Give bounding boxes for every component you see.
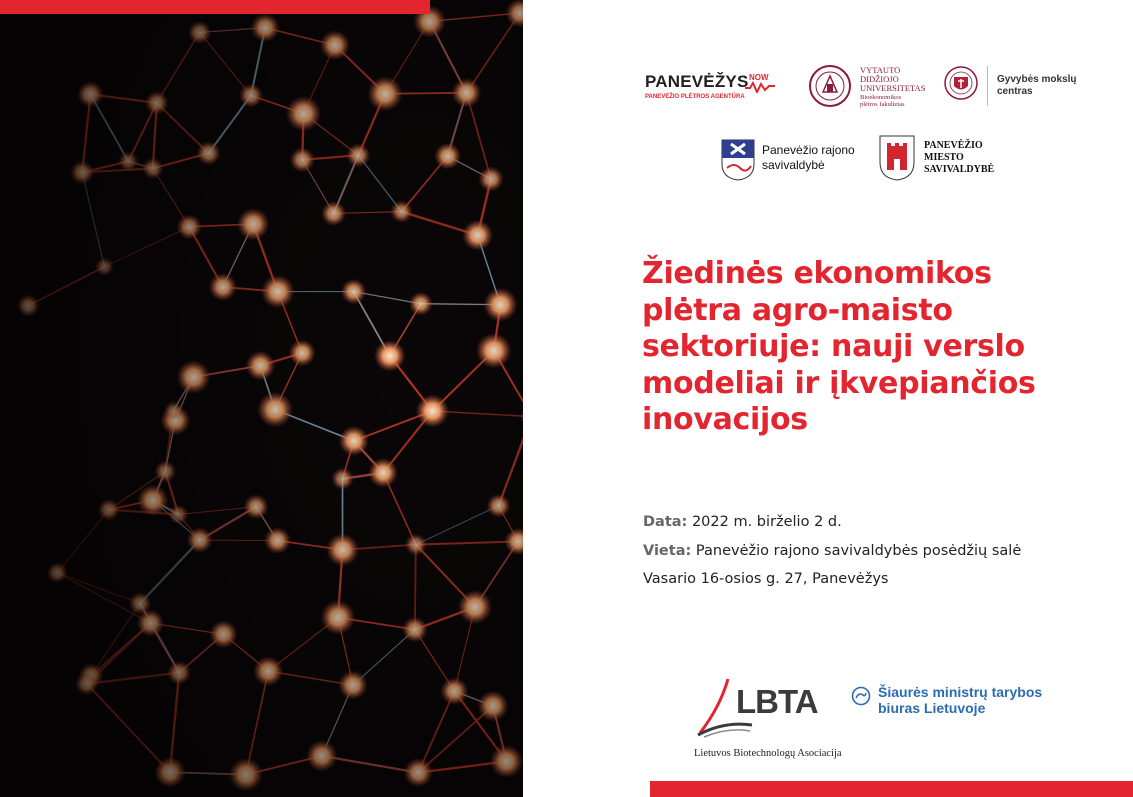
pms-line3: SAVIVALDYBĖ xyxy=(924,164,995,175)
panevezys-word: PANEVĖŽYS xyxy=(645,72,749,91)
pms-line1: PANEVĖŽIO xyxy=(924,140,983,151)
panevezys-now-logo xyxy=(645,72,775,108)
miesto-shield-icon xyxy=(878,134,916,182)
panevezys-subtitle: PANEVĖŽIO PLĖTROS AGENTŪRA xyxy=(645,94,745,100)
vdu-line3: UNIVERSITETAS xyxy=(860,83,926,93)
now-word: NOW xyxy=(749,73,769,82)
nmr-line2: biuras Lietuvoje xyxy=(878,700,986,716)
gmc-logo xyxy=(944,66,1084,108)
event-address: Vasario 16-osios g. 27, Panevėžys xyxy=(643,571,889,587)
vdu-seal-icon xyxy=(808,64,852,108)
gmc-line2: centras xyxy=(997,86,1033,97)
prs-line1: Panevėžio rajono xyxy=(762,143,855,157)
vdu-line1: VYTAUTO xyxy=(860,65,901,75)
date-label: Data: xyxy=(643,514,688,530)
lbta-word: LBTA xyxy=(736,683,818,720)
network-graphic xyxy=(0,0,523,797)
pulse-icon xyxy=(745,81,775,93)
nordic-council-logo xyxy=(851,684,1051,720)
bottom-accent-bar xyxy=(650,781,1133,797)
vdu-logo xyxy=(808,64,948,114)
network-image xyxy=(0,0,523,797)
vdu-faculty2: plėtros fakultetas xyxy=(860,101,905,108)
lbta-logo xyxy=(694,677,849,765)
date-value: 2022 m. birželio 2 d. xyxy=(691,514,842,530)
panevezio-rajono-logo xyxy=(720,136,870,184)
event-venue xyxy=(643,543,1021,559)
title-line: sektoriuje: nauji verslo xyxy=(642,329,1025,364)
venue-label: Vieta: xyxy=(643,543,692,559)
vu-seal-icon xyxy=(944,66,978,100)
nmr-line1: Šiaurės ministrų tarybos xyxy=(878,684,1043,700)
title-line: Žiedinės ekonomikos xyxy=(642,256,992,291)
top-accent-bar xyxy=(0,0,430,14)
gmc-line1: Gyvybės mokslų xyxy=(997,74,1077,85)
title-line: modeliai ir įkvepiančios xyxy=(642,365,1036,401)
venue-value: Panevėžio rajono savivaldybės posėdžių salė xyxy=(695,543,1022,559)
pms-line2: MIESTO xyxy=(924,152,964,163)
title-line: plėtra agro-maisto xyxy=(642,292,953,328)
panevezio-miesto-logo xyxy=(878,134,1018,184)
lbta-subtitle: Lietuvos Biotechnologų Asociacija xyxy=(694,748,842,759)
event-title xyxy=(642,256,1112,439)
vdu-faculty1: Bioekonomikos xyxy=(860,94,902,101)
rajono-shield-icon xyxy=(720,138,756,182)
vdu-line2: DIDŽIOJO xyxy=(860,74,899,84)
swan-icon xyxy=(851,686,871,706)
title-line: inovacijos xyxy=(642,402,808,437)
prs-line2: savivaldybė xyxy=(762,158,825,172)
gmc-divider xyxy=(987,66,988,106)
event-date xyxy=(643,514,842,530)
